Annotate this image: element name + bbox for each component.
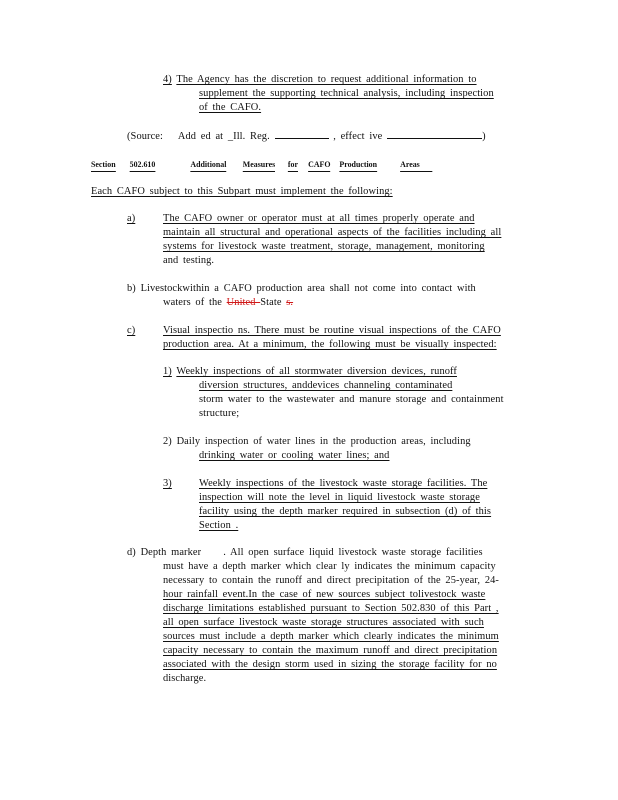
item-d-line-10: discharge. xyxy=(163,673,207,684)
item-d-lead: Depth marker xyxy=(140,547,202,558)
source-label: (Source: xyxy=(127,131,164,142)
item-d-line-1 xyxy=(127,546,483,559)
intro-paragraph: Each CAFO subject to this Subpart must implement the following: xyxy=(91,186,393,197)
sub-1-line-2: diversion structures, anddevices channeling contaminated xyxy=(199,380,453,391)
source-line xyxy=(127,129,486,143)
item-d-line-3: necessary to contain the runoff and direct precipitation of the 25-year, 24- xyxy=(163,575,499,586)
sub-2-line-1 xyxy=(163,435,471,448)
sub-3-line-2: inspection will note the level in liquid livestock waste storage xyxy=(199,492,480,503)
item-4-line-1 xyxy=(163,73,477,86)
item-d-line-8: capacity necessary to contain the maximum runoff and direct precipitation xyxy=(163,645,498,656)
sub-2-number: 2) xyxy=(163,436,172,447)
item-d-line-9: associated with the design storm used in sizing the storage facility for no xyxy=(163,659,497,670)
sub-1-line-3: storm water to the wastewater and manure storage and containment xyxy=(199,394,504,405)
sub-1-text: Weekly inspections of all stormwater diversion devices, runoff xyxy=(176,366,457,377)
item-b-label: b) xyxy=(127,283,136,294)
item-d-line-6: all open surface livestock waste storage structures associated with such xyxy=(163,617,484,628)
sub-3-number: 3) xyxy=(163,478,172,489)
item-c-line-1: Visual inspectio ns. There must be routine visual inspections of the CAFO xyxy=(163,325,501,336)
sub-2-text: Daily inspection of water lines in the production areas, including xyxy=(176,436,471,447)
sub-2-line-2: drinking water or cooling water lines; and xyxy=(199,450,390,461)
sub-1-line-4: structure; xyxy=(199,408,240,419)
heading-word-6: Areas xyxy=(400,158,433,172)
item-a-line-2: maintain all structural and operational aspects of the facilities including all xyxy=(163,227,502,238)
item-4-text: The Agency has the discretion to request additional information to xyxy=(176,74,477,85)
sub-1-line-1 xyxy=(163,365,457,378)
deleted-united: United xyxy=(226,297,261,308)
source-close: ) xyxy=(482,131,486,142)
section-label: Section xyxy=(91,158,116,172)
item-d-line-5: discharge limitations established pursuant to Section 502.830 of this Part , xyxy=(163,603,499,614)
sub-3-line-4: Section . xyxy=(199,520,239,531)
heading-word-2: Measures xyxy=(243,158,275,172)
item-b-state: State xyxy=(260,297,287,308)
heading-word-4: CAFO xyxy=(308,158,330,172)
item-d-line-2: must have a depth marker which clear ly indicates the minimum capacity xyxy=(163,561,496,572)
item-d-text-1: . All open surface liquid livestock waste storage facilities xyxy=(223,547,483,558)
sub-3-line-3: facility using the depth marker required in subsection (d) of this xyxy=(199,506,492,517)
item-b-text-1: Livestockwithin a CAFO production area shall not come into contact with xyxy=(140,283,476,294)
item-b-text-2: waters of the xyxy=(163,297,227,308)
item-d-line-7: sources must include a depth marker which clearly indicates the minimum xyxy=(163,631,499,642)
heading-word-1: Additional xyxy=(190,158,226,172)
sub-3-line-1: Weekly inspections of the livestock waste storage facilities. The xyxy=(199,478,488,489)
sub-1-number: 1) xyxy=(163,366,172,377)
item-d-label: d) xyxy=(127,547,136,558)
item-a-label: a) xyxy=(127,213,136,224)
item-b-line-1 xyxy=(127,282,476,295)
item-d-line-4: hour rainfall event.In the case of new sources subject tolivestock waste xyxy=(163,589,486,600)
item-a-line-3: systems for livestock waste treatment, storage, management, monitoring xyxy=(163,241,485,252)
heading-word-5: Production xyxy=(339,158,377,172)
deleted-s: s. xyxy=(286,297,294,308)
heading-word-3: for xyxy=(288,158,298,172)
source-added-text: Add ed at _Ill. Reg. xyxy=(177,131,270,142)
item-b-line-2 xyxy=(163,296,293,309)
item-c-label: c) xyxy=(127,325,136,336)
register-blank xyxy=(275,129,329,139)
item-4-line-3: of the CAFO. xyxy=(199,102,262,113)
item-a-line-4: and testing. xyxy=(163,255,215,266)
effective-date-blank xyxy=(387,129,482,139)
item-c-line-2: production area. At a minimum, the following must be visually inspected: xyxy=(163,339,497,350)
item-4-line-2: supplement the supporting technical analysis, including inspection xyxy=(199,88,494,99)
section-number: 502.610 xyxy=(130,158,156,172)
item-a-line-1: The CAFO owner or operator must at all times properly operate and xyxy=(163,213,475,224)
item-4-number: 4) xyxy=(163,74,172,85)
source-effective-text: , effect ive xyxy=(333,131,383,142)
